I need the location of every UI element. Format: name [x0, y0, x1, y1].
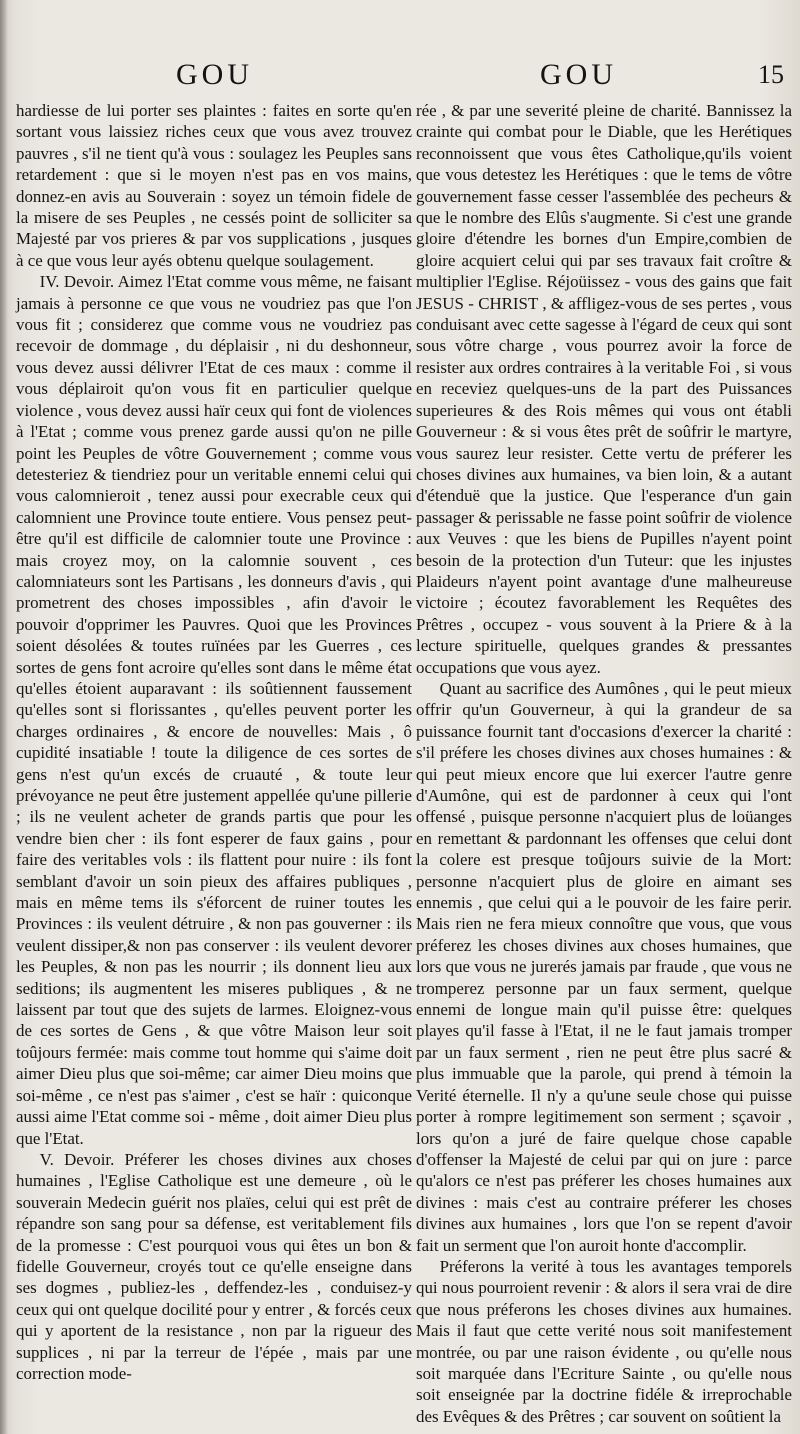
- right-paragraph-3: Préferons la verité à tous les avantages temporels qui nous pourroient revenir : & alors il sera vrai de dire que nous préferons les choses divines aux humaines. Mais il faut que cette verité nous soit manifestement montrée, ou par une raison évidente , ou qu'elle nous soit marquée dans l'Ecriture Sainte , ou qu'elle nous soit enseignée par la doctrine fidéle & irreprochable des Evêques & des Prêtres ; car souvent on soûtient la: [416, 1256, 792, 1426]
- right-paragraph-2: Quant au sacrifice des Aumônes , qui le peut mieux offrir qu'un Gouverneur, à qui la grandeur de sa puissance fournit tant d'occasions d'exercer la charité : s'il préfere les choses divines aux choses humaines : & qui peut mieux encore que lui exercer l'autre genre d'Aumône, qui est de pardonner à ceux qui l'ont offensé , puisque personne n'acquiert plus de loüanges en remettant & pardonnant les offenses que celui dont la colere est presque toûjours suivie de la Mort: personne n'acquiert plus de gloire en aimant ses ennemis , que celui qui a le pouvoir de les faire perir. Mais rien ne fera mieux connoître que vous, que vous préferez les choses divines aux choses humaines, que lors que vous ne jurerés jamais par fraude , que vous ne tromperez personne par un faux serment, quelque ennemi de longue main qu'il puisse être: quelques playes qu'il fasse à l'Etat, il ne le faut jamais tromper par un faux serment , rien ne peut être plus sacré & plus immuable que la parole, qui prend à témoin la Verité éternelle. Il n'y a qu'une seule chose qui puisse porter à rompre legitimement son serment ; sçavoir , lors qu'on a juré de faire quelque chose capable d'offenser la Majesté de celui par qui on jure : parce qu'alors ce n'est pas préferer les choses humaines aux divines : mais c'est au contraire préferer les choses divines aux humaines , lors que l'on se repent d'avoir fait un serment que l'on auroit honte d'accomplir.: [416, 678, 792, 1255]
- right-paragraph-1: rée , & par une severité pleine de charité. Bannissez la crainte qui combat pour le Diable, que les Herétiques reconnoissent que vous êtes Catholique,qu'ils voient que vous detestez les Herétiques : que le tems de vôtre gouvernement fasse cesser l'assemblée des pecheurs & que le nombre des Elûs s'augmente. Si c'est une grande gloire d'étendre les bornes d'un Empire,combien de gloire acquiert celui qui par ses travaux fait croître & multiplier l'Eglise. Réjoüissez - vous des gains que fait JESUS - CHRIST , & affligez-vous de ses pertes , vous conduisant avec cette sagesse à l'égard de ceux qui sont sous vôtre charge , vous pourrez avoir la force de resister aux ordres contraires à la veritable Foi , si vous en receviez quelques-uns de la part des Puissances superieures & des Rois mêmes qui vous ont établi Gouverneur : & si vous êtes prêt de soûfrir le martyre, vous saurez leur resister. Cette vertu de préferer les choses divines aux humaines, va bien loin, & a autant d'étenduë que la justice. Que l'esperance d'un gain passager & perissable ne fasse point soûfrir de violence aux Veuves : que les biens de Pupilles n'ayent point besoin de la protection d'un Tuteur: que les injustes Plaideurs n'ayent point avantage d'une malheureuse victoire ; écoutez favorablement les Requêtes des Prêtres , occupez - vous souvent à la Priere & à la lecture spirituelle, quelques grandes & pressantes occupations que vous ayez.: [416, 101, 792, 677]
- left-paragraph-2: IV. Devoir. Aimez l'Etat comme vous même, ne faisant jamais à personne ce que vous ne voudriez pas que l'on vous fit ; considerez que comme vous ne voudriez pas recevoir de dommage , du déplaisir , ni du deshonneur, vous devez aussi délivrer l'Etat de ces maux : comme il vous déplairoit qu'on vous fit en particulier quelque violence , vous devez aussi haïr ceux qui font de violences à l'Etat ; comme vous prenez garde aussi qu'on ne pille point les Peuples de vôtre Gouvernement ; comme vous detesteriez & tiendriez pour un veritable ennemi celui qui vous calomnieroit , tenez aussi pour execrable ceux qui calomnient une Province toute entiere. Vous pensez peut-être qu'il est difficile de calomnier toute une Province : mais croyez moy, on la calomnie souvent , ces calomniateurs sont les Partisans , les donneurs d'avis , qui prometrent des choses impossibles , afin d'avoir le pouvoir d'opprimer les Pauvres. Quoi que les Provinces soient désolées & toutes ruïnées par les Guerres , ces sortes de gens font acroire qu'elles sont dans le même état qu'elles étoient auparavant : ils soûtiennent faussement qu'elles sont si florissantes , qu'elles peuvent porter les charges ordinaires , & encore de nouvelles: Mais , ô cupidité insatiable ! toute la diligence de ces sortes de gens n'est qu'un excés de cruauté , & toute leur prévoyance ne peut être justement appellée qu'une pillerie ; ils ne veulent acheter de grands partis que pour les vendre bien cher : ils font esperer de faux gains , pour faire des veritables vols : ils flattent pour nuire : ils font semblant d'avoir un soin pieux des affaires publiques , mais en même tems ils s'éforcent de ruiner toutes les Provinces : ils veulent détruire , & non pas gouverner : ils veulent dissiper,& non pas conserver : ils veulent devorer les Peuples, & non pas les nourrir ; ils donnent lieu aux seditions; ils augmentent les miseres publiques , & ne laissent par tout que des sujets de larmes. Eloignez-vous de ces sortes de Gens , & que vôtre Maison leur soit toûjours fermée: mais comme tout homme qui s'aime doit aimer Dieu plus que soi-même; car aimer Dieu moins que soi-même , ce n'est pas s'aimer , c'est se haïr : quiconque aussi aime l'Etat comme soi - même , doit aimer Dieu plus que l'Etat.: [16, 272, 412, 1148]
- right-text-column: [416, 100, 792, 1427]
- page-number: 15: [758, 60, 784, 89]
- left-paragraph-3: V. Devoir. Préferer les choses divines aux choses humaines , l'Eglise Catholique est une demeure , où le souverain Medecin guérit nos plaïes, celui qui est prêt de répandre son sang pour sa défense, est veritablement fils de la promesse : C'est pourquoi vous qui êtes un bon & fidelle Gouverneur, croyés tout ce qu'elle enseigne dans ses dogmes , publiez-les , deffendez-les , conduisez-y ceux qui ont quelque docilité pour y entrer , & forcés ceux qui y aportent de la resistance , non par la rigueur des supplices , ni par la terreur de l'épée , mais par une correction mode-: [16, 1149, 412, 1383]
- header-catchword-right: GOU: [540, 58, 617, 91]
- left-paragraph-1: hardiesse de lui porter ses plaintes : faites en sorte qu'en sortant vous laissiez riches ceux que vous avez trouvez pauvres , s'il ne tient qu'à vous : soulagez les Peuples sans retardement : que si le moyen n'est pas en vos mains, donnez-en avis au Souverain : soyez un témoin fidele de la misere de ses Peuples , ne cessés point de solliciter sa Majesté par vos prieres & par vos supplications , jusques à ce que vous leur ayés obtenu quelque soulagement.: [16, 101, 412, 270]
- header-catchword-left: GOU: [176, 58, 253, 91]
- left-text-column: [16, 100, 412, 1384]
- binding-shadow: [0, 0, 8, 1434]
- running-header: [0, 58, 800, 98]
